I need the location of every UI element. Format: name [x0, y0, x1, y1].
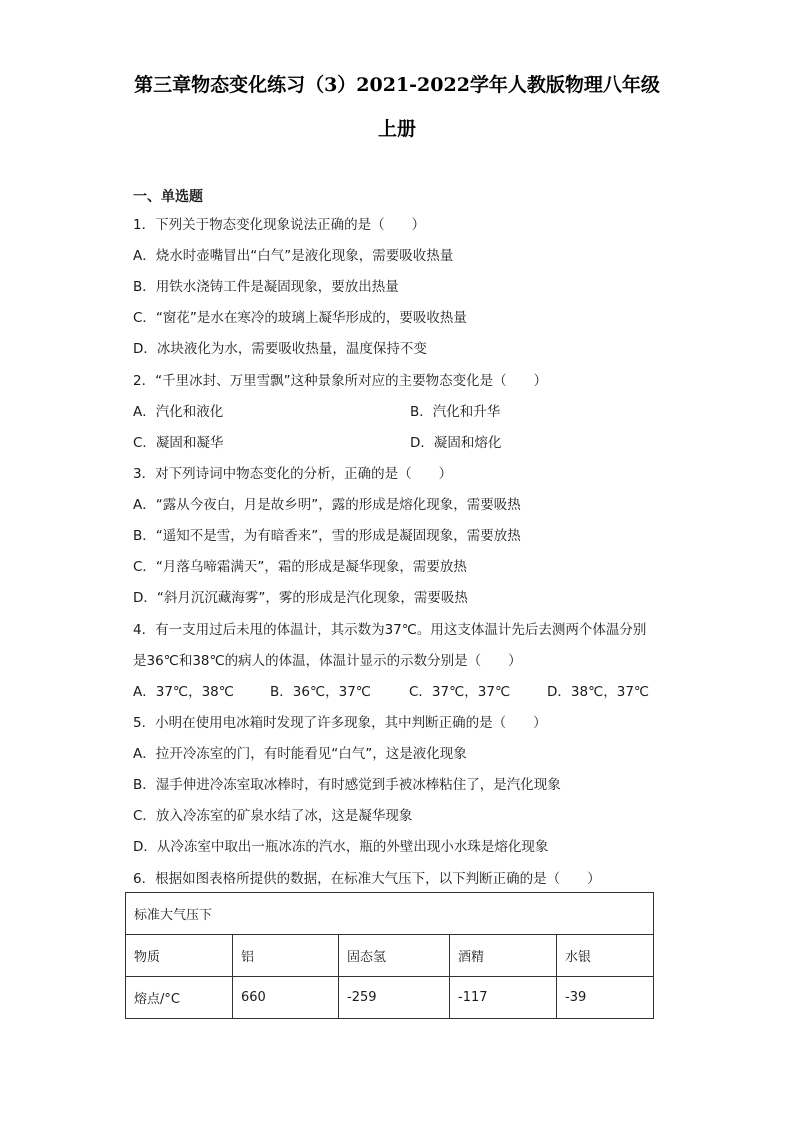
q2-option-a: A．汽化和液化	[133, 404, 224, 420]
table-row	[126, 977, 654, 1019]
q4-stem-line1: 4．有一支用过后未甩的体温计，其示数为37℃。用这支体温计先后去测两个体温分别	[133, 622, 647, 638]
q3-option-d: D．“斜月沉沉藏海雾”，雾的形成是汽化现象，需要吸热	[133, 590, 468, 606]
q4-stem-line2: 是36℃和38℃的病人的体温，体温计显示的示数分别是（ ）	[133, 653, 522, 669]
q5-stem: 5．小明在使用电冰箱时发现了许多现象，其中判断正确的是（ ）	[133, 715, 547, 731]
q2-stem: 2．“千里冰封、万里雪飘”这种景象所对应的主要物态变化是（ ）	[133, 373, 548, 389]
table-cell: 熔点/°C	[126, 977, 233, 1019]
table-cell: -259	[339, 977, 450, 1019]
table-header-cell: 水银	[557, 935, 654, 977]
document-title-line1: 第三章物态变化练习（3）2021-2022学年人教版物理八年级	[134, 74, 660, 96]
table-header-cell: 物质	[126, 935, 233, 977]
q3-stem: 3．对下列诗词中物态变化的分析，正确的是（ ）	[133, 466, 453, 482]
q2-option-b: B．汽化和升华	[410, 404, 501, 420]
table-header-cell: 酒精	[450, 935, 557, 977]
q1-option-b: B．用铁水浇铸工件是凝固现象，要放出热量	[133, 279, 399, 295]
q5-option-c: C．放入冷冻室的矿泉水结了冰，这是凝华现象	[133, 808, 413, 824]
q4-option-a: A．37℃，38℃	[133, 684, 234, 700]
table-cell: 660	[233, 977, 339, 1019]
q3-option-a: A．“露从今夜白，月是故乡明”，露的形成是熔化现象，需要吸热	[133, 497, 521, 513]
section-heading: 一、单选题	[133, 189, 203, 205]
q4-option-d: D．38℃，37℃	[547, 684, 650, 700]
document-title-line2: 上册	[377, 118, 416, 140]
melting-point-table	[125, 892, 654, 1019]
q4-option-b: B．36℃，37℃	[270, 684, 371, 700]
table-header-cell: 铝	[233, 935, 339, 977]
q1-option-c: C．“窗花”是水在寒冷的玻璃上凝华形成的，要吸收热量	[133, 310, 467, 326]
q3-option-b: B．“遥知不是雪，为有暗香来”，雪的形成是凝固现象，需要放热	[133, 528, 521, 544]
table-caption-row	[126, 893, 654, 935]
q2-option-c: C．凝固和凝华	[133, 435, 224, 451]
table-header-row	[126, 935, 654, 977]
q1-option-d: D．冰块液化为水，需要吸收热量，温度保持不变	[133, 341, 427, 357]
q1-option-a: A．烧水时壶嘴冒出“白气”是液化现象，需要吸收热量	[133, 248, 454, 264]
table-header-cell: 固态氢	[339, 935, 450, 977]
q5-option-d: D．从冷冻室中取出一瓶冰冻的汽水，瓶的外壁出现小水珠是熔化现象	[133, 839, 549, 855]
table-cell: -39	[557, 977, 654, 1019]
q6-stem: 6．根据如图表格所提供的数据，在标准大气压下，以下判断正确的是（ ）	[133, 871, 601, 887]
q3-option-c: C．“月落乌啼霜满天”，霜的形成是凝华现象，需要放热	[133, 559, 467, 575]
table-caption: 标准大气压下	[126, 893, 654, 935]
q1-stem: 1．下列关于物态变化现象说法正确的是（ ）	[133, 217, 426, 233]
q2-option-d: D．凝固和熔化	[410, 435, 502, 451]
q4-option-c: C．37℃，37℃	[409, 684, 511, 700]
q5-option-b: B．湿手伸进冷冻室取冰棒时，有时感觉到手被冰棒粘住了，是汽化现象	[133, 777, 561, 793]
q5-option-a: A．拉开冷冻室的门，有时能看见“白气”，这是液化现象	[133, 746, 467, 762]
table-cell: -117	[450, 977, 557, 1019]
